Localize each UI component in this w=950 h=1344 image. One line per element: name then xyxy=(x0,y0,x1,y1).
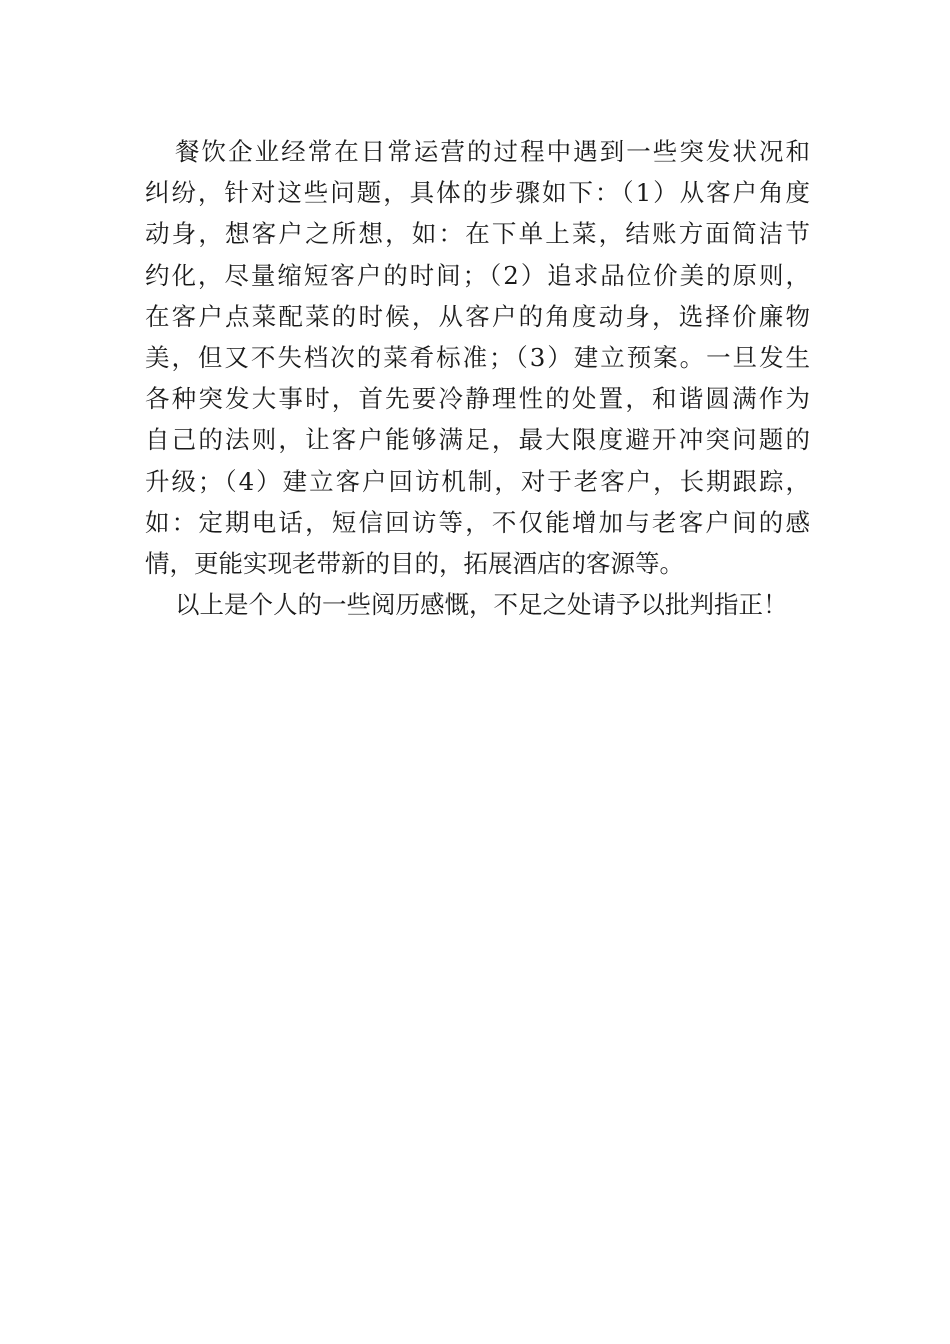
paragraph-1 xyxy=(145,132,810,584)
paragraph-line: 各种突发大事时，首先要冷静理性的处置，和谐圆满作为 xyxy=(145,384,810,414)
paragraph-line: 以上是个人的一些阅历感慨，不足之处请予以批判指正！ xyxy=(175,590,788,620)
paragraph-line: 在客户点菜配菜的时候，从客户的角度动身，选择价廉物 xyxy=(145,301,810,331)
paragraph-line: 情，更能实现老带新的目的，拓展酒店的客源等。 xyxy=(145,548,684,578)
paragraph-line: 自己的法则，让客户能够满足，最大限度避开冲突问题的 xyxy=(145,425,810,455)
paragraph-line: 升级；（4）建立客户回访机制，对于老客户，长期跟踪， xyxy=(145,466,810,496)
paragraph-line: 纠纷，针对这些问题，具体的步骤如下：（1）从客户角度 xyxy=(145,178,810,208)
document-body xyxy=(145,132,810,626)
paragraph-line: 动身，想客户之所想，如：在下单上菜，结账方面简洁节 xyxy=(145,219,810,249)
paragraph-line: 美，但又不失档次的菜肴标准；（3）建立预案。一旦发生 xyxy=(145,342,810,372)
paragraph-line: 如：定期电话，短信回访等，不仅能增加与老客户间的感 xyxy=(145,507,810,537)
paragraph-line: 约化，尽量缩短客户的时间；（2）追求品位价美的原则， xyxy=(145,260,810,290)
paragraph-line: 餐饮企业经常在日常运营的过程中遇到一些突发状况和 xyxy=(175,137,810,166)
paragraph-2 xyxy=(145,585,810,625)
